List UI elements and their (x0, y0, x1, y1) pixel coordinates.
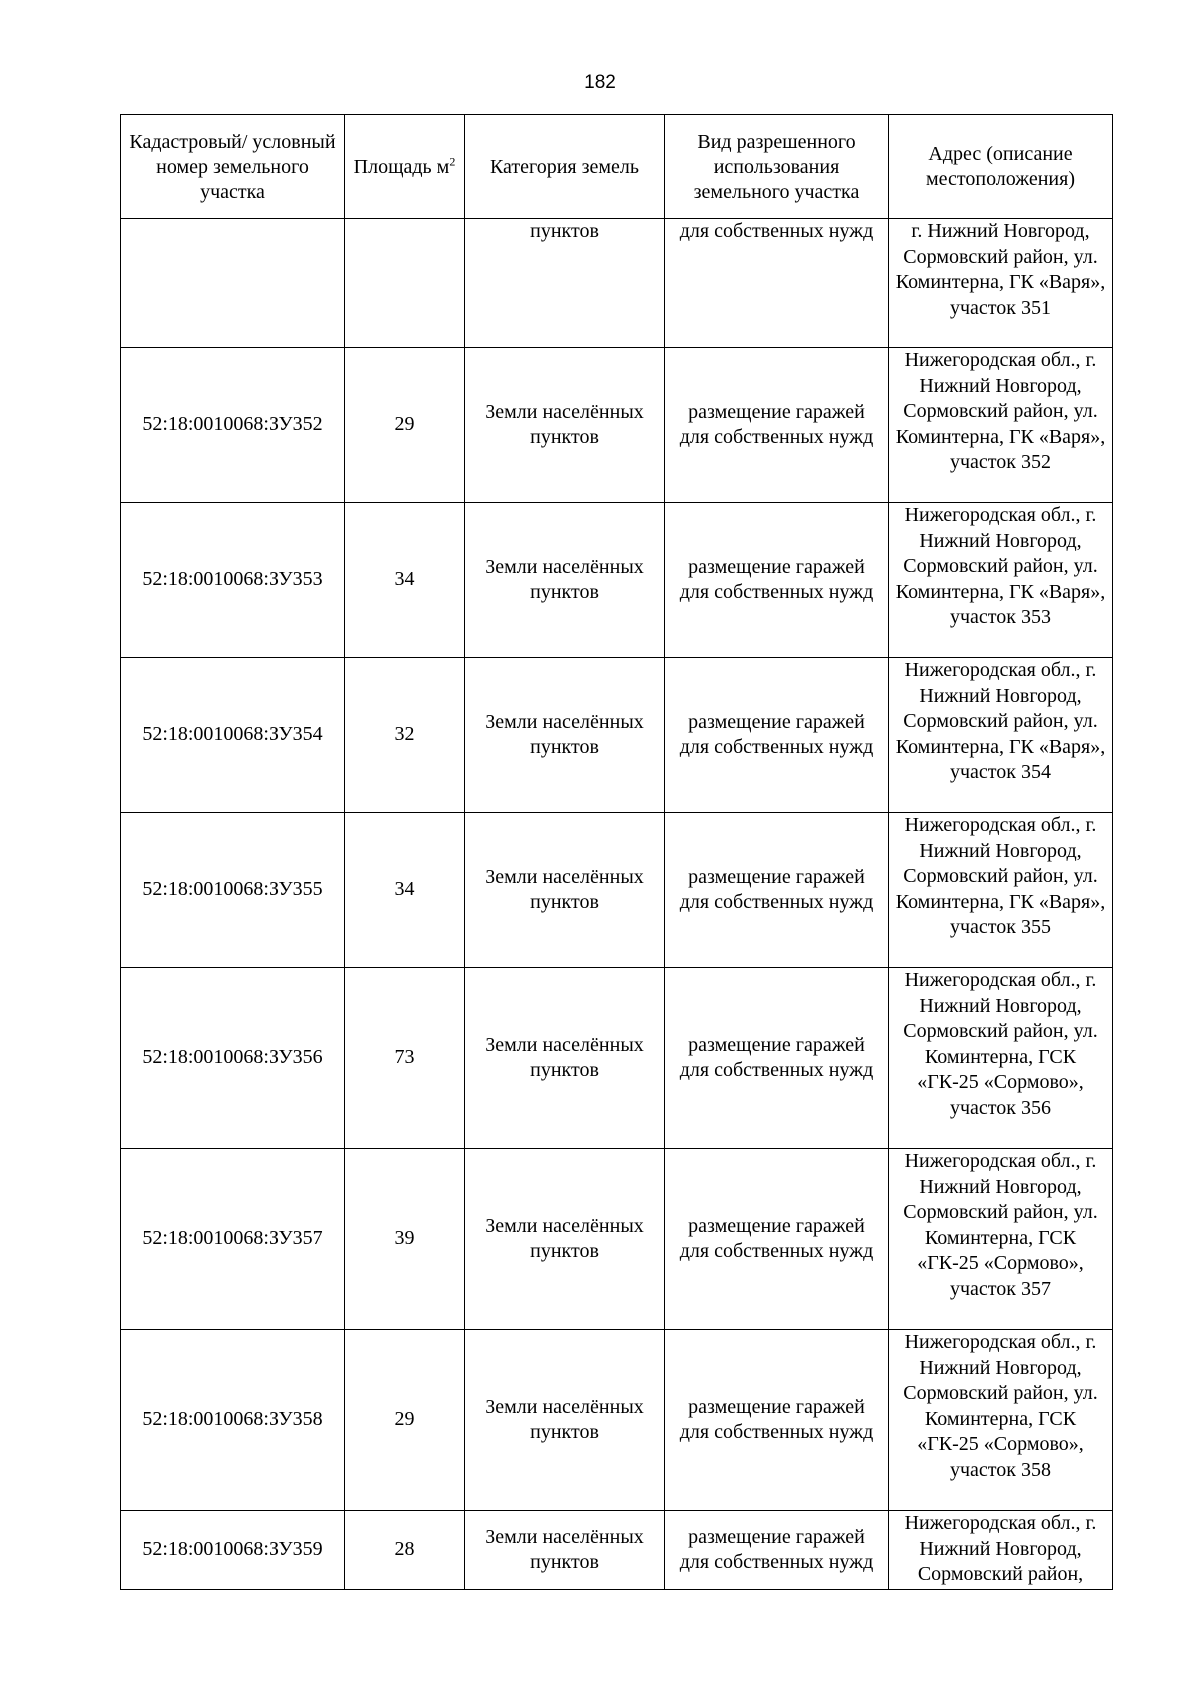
table-row (121, 503, 1113, 658)
cell-area: 29 (345, 1330, 465, 1511)
cell-address: Нижегородская обл., г. Нижний Новгород, Сормовский район, ул. Коминтерна, ГК «Варя», участок 355 (889, 813, 1113, 968)
table-row (121, 813, 1113, 968)
header-category: Категория земель (465, 115, 665, 219)
table-row (121, 1511, 1113, 1590)
cell-address: г. Нижний Новгород, Сормовский район, ул. Коминтерна, ГК «Варя», участок 351 (889, 219, 1113, 348)
table-row (121, 968, 1113, 1149)
header-address: Адрес (описание местоположения) (889, 115, 1113, 219)
cell-use: размещение гаражей для собственных нужд (665, 348, 889, 503)
cell-area: 34 (345, 813, 465, 968)
table-row-continuation (121, 219, 1113, 348)
cell-category: Земли населённых пунктов (465, 1511, 665, 1590)
cell-use: для собственных нужд (665, 219, 889, 348)
cell-cadastral: 52:18:0010068:ЗУ356 (121, 968, 345, 1149)
cell-address: Нижегородская обл., г. Нижний Новгород, Сормовский район, ул. Коминтерна, ГК «Варя», участок 352 (889, 348, 1113, 503)
table-row (121, 348, 1113, 503)
cell-cadastral: 52:18:0010068:ЗУ359 (121, 1511, 345, 1590)
cell-category: Земли населённых пунктов (465, 1149, 665, 1330)
cell-address: Нижегородская обл., г. Нижний Новгород, Сормовский район, ул. Коминтерна, ГК «Варя», участок 353 (889, 503, 1113, 658)
cell-use: размещение гаражей для собственных нужд (665, 968, 889, 1149)
cell-use: размещение гаражей для собственных нужд (665, 658, 889, 813)
header-use: Вид разрешенного использования земельного участка (665, 115, 889, 219)
cell-address: Нижегородская обл., г. Нижний Новгород, Сормовский район, ул. Коминтерна, ГСК «ГК-25 «Сормово», участок 357 (889, 1149, 1113, 1330)
cell-category: Земли населённых пунктов (465, 503, 665, 658)
header-area-superscript: 2 (449, 153, 456, 168)
header-area (345, 115, 465, 219)
land-plots-table (120, 114, 1113, 1590)
cell-category: Земли населённых пунктов (465, 968, 665, 1149)
table-row (121, 1330, 1113, 1511)
table-header-row (121, 115, 1113, 219)
cell-cadastral (121, 219, 345, 348)
cell-address: Нижегородская обл., г. Нижний Новгород, Сормовский район, ул. Коминтерна, ГСК «ГК-25 «Сормово», участок 356 (889, 968, 1113, 1149)
cell-cadastral: 52:18:0010068:ЗУ355 (121, 813, 345, 968)
header-cadastral: Кадастровый/ условный номер земельного участка (121, 115, 345, 219)
cell-use: размещение гаражей для собственных нужд (665, 813, 889, 968)
cell-area: 28 (345, 1511, 465, 1590)
cell-use: размещение гаражей для собственных нужд (665, 503, 889, 658)
cell-area (345, 219, 465, 348)
cell-category: Земли населённых пунктов (465, 658, 665, 813)
cell-address: Нижегородская обл., г. Нижний Новгород, Сормовский район, ул. Коминтерна, ГК «Варя», участок 354 (889, 658, 1113, 813)
cell-area: 29 (345, 348, 465, 503)
cell-area: 73 (345, 968, 465, 1149)
cell-area: 39 (345, 1149, 465, 1330)
table-row (121, 1149, 1113, 1330)
cell-cadastral: 52:18:0010068:ЗУ354 (121, 658, 345, 813)
cell-cadastral: 52:18:0010068:ЗУ357 (121, 1149, 345, 1330)
page-number: 182 (584, 72, 616, 93)
cell-category: Земли населённых пунктов (465, 1330, 665, 1511)
cell-category: Земли населённых пунктов (465, 813, 665, 968)
cell-address: Нижегородская обл., г. Нижний Новгород, Сормовский район, ул. Коминтерна, ГСК «ГК-25 «Сормово», участок 358 (889, 1330, 1113, 1511)
cell-address: Нижегородская обл., г. Нижний Новгород, Сормовский район, (889, 1511, 1113, 1590)
cell-use: размещение гаражей для собственных нужд (665, 1149, 889, 1330)
cell-use: размещение гаражей для собственных нужд (665, 1511, 889, 1590)
cell-area: 32 (345, 658, 465, 813)
cell-cadastral: 52:18:0010068:ЗУ352 (121, 348, 345, 503)
cell-category: Земли населённых пунктов (465, 348, 665, 503)
cell-cadastral: 52:18:0010068:ЗУ358 (121, 1330, 345, 1511)
cell-category: пунктов (465, 219, 665, 348)
table-row (121, 658, 1113, 813)
cell-area: 34 (345, 503, 465, 658)
cell-use: размещение гаражей для собственных нужд (665, 1330, 889, 1511)
header-area-label: Площадь м (353, 155, 450, 178)
cell-cadastral: 52:18:0010068:ЗУ353 (121, 503, 345, 658)
